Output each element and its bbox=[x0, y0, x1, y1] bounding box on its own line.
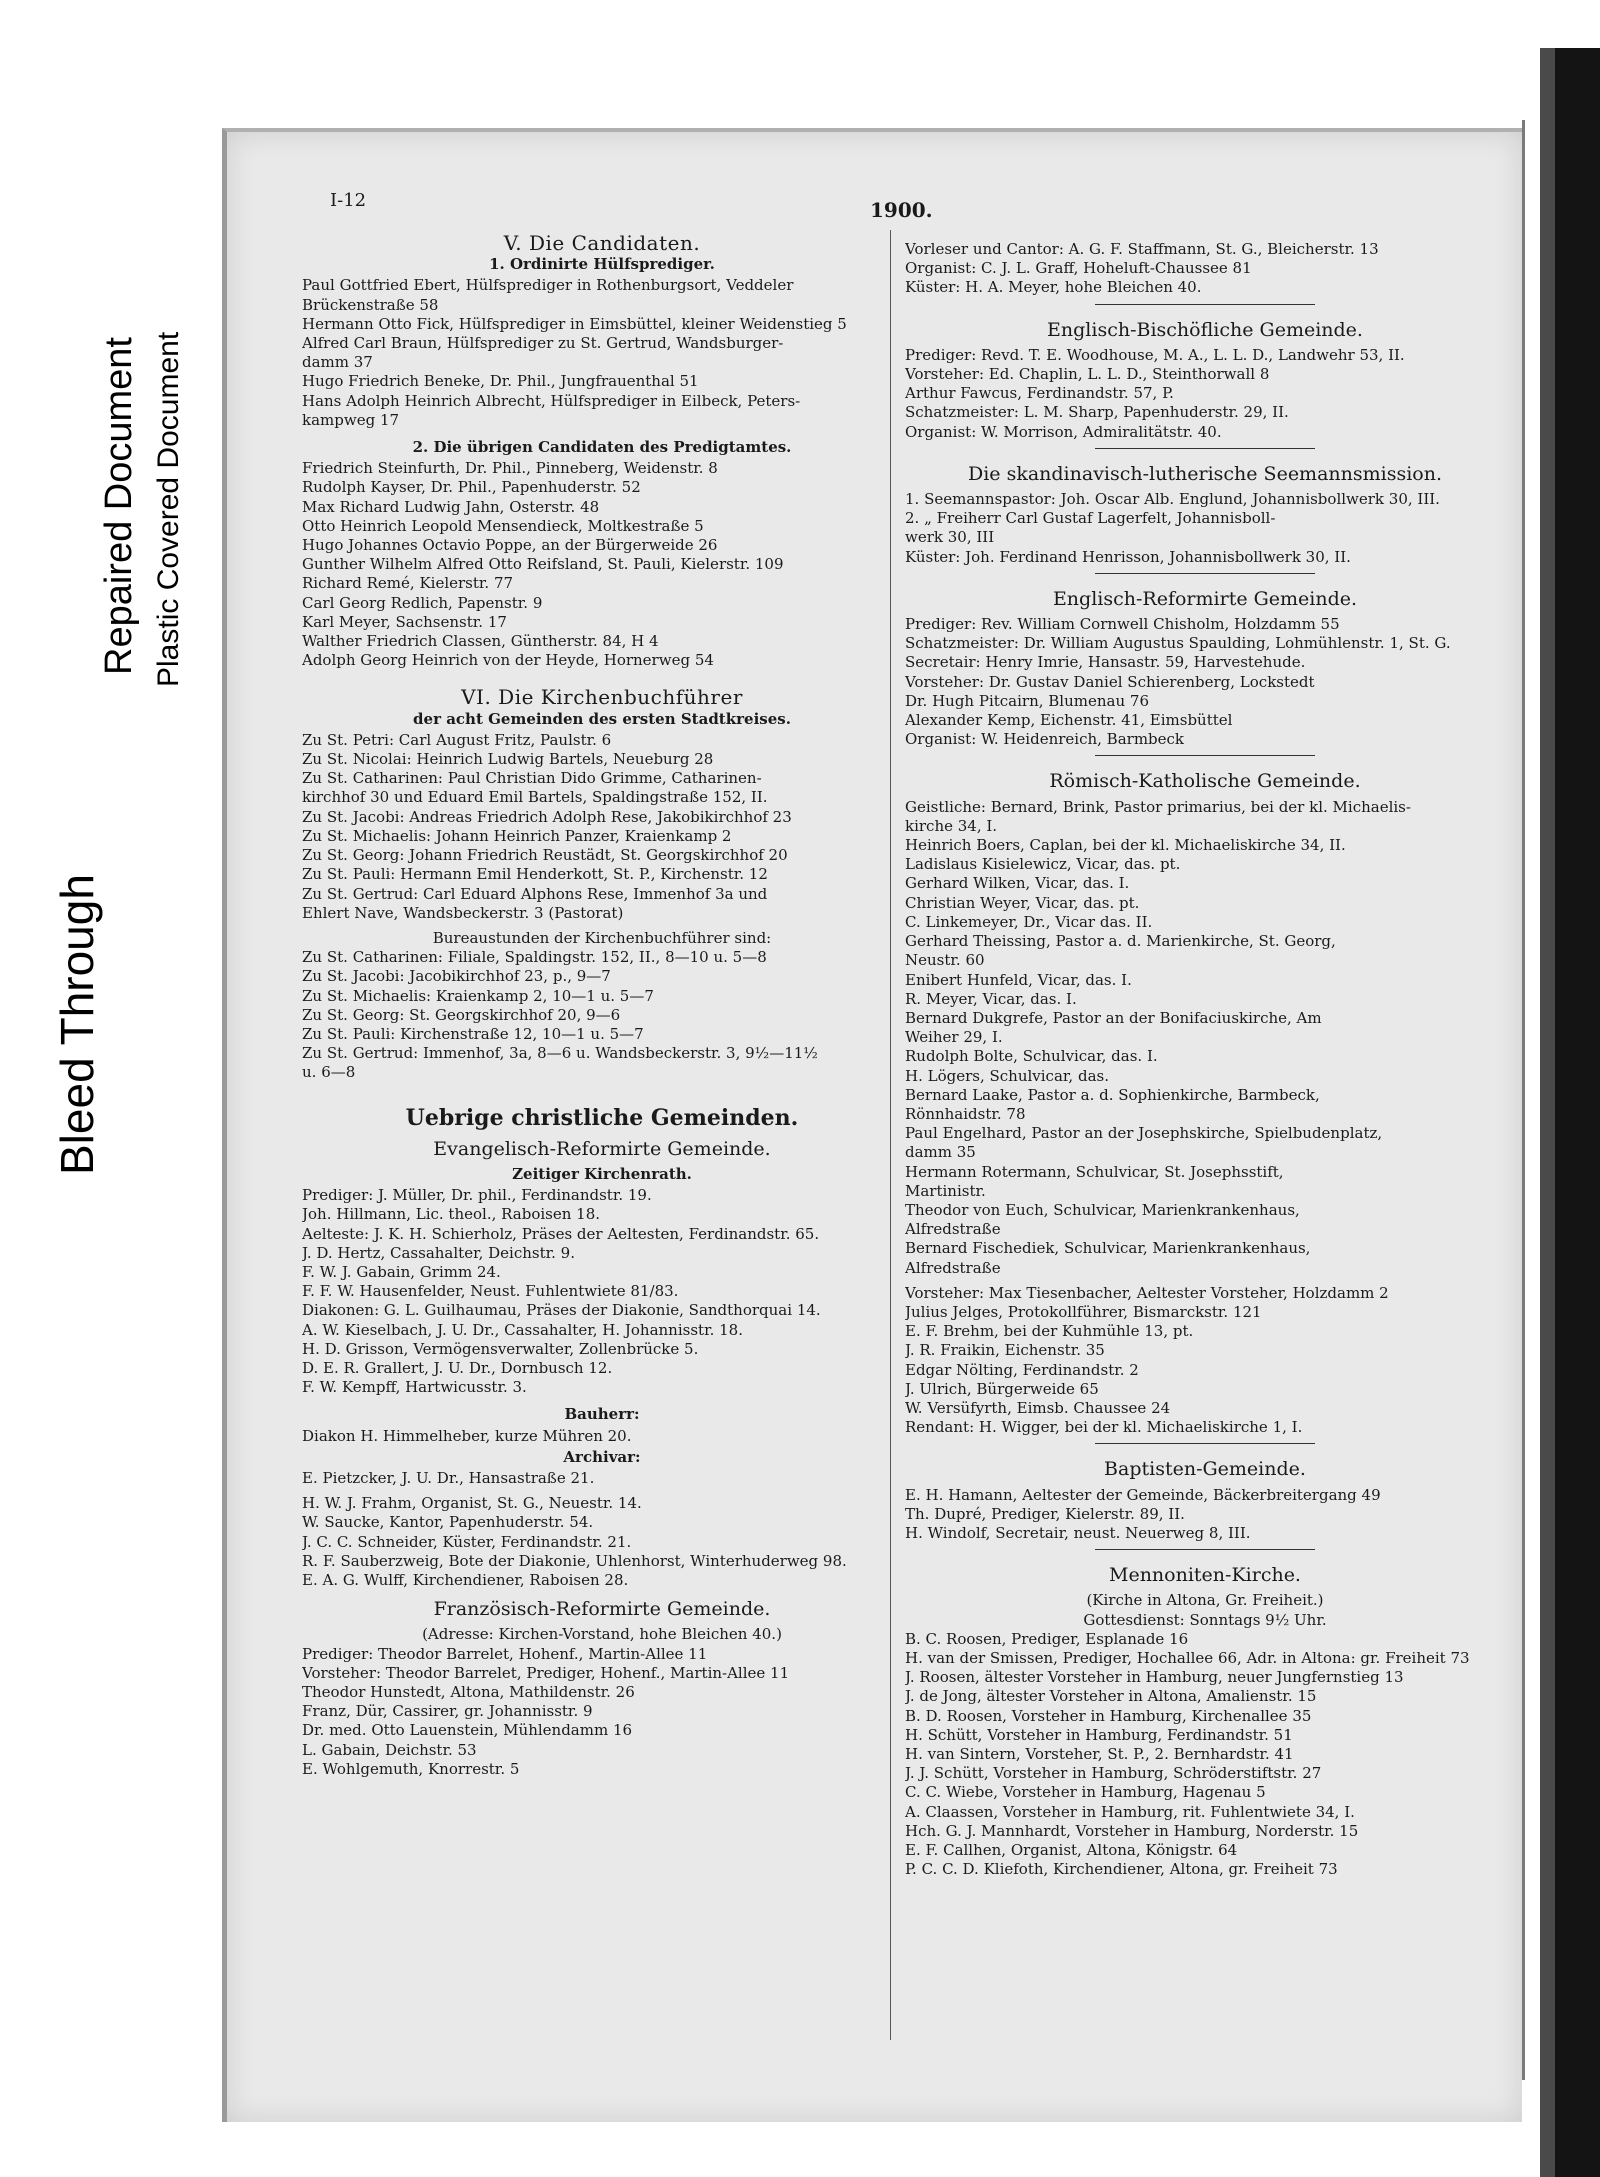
entry-line: Organist: C. J. L. Graff, Hoheluft-Chaussee 81 bbox=[905, 259, 1252, 278]
entry-line: Prediger: Theodor Barrelet, Hohenf., Martin-Allee 11 bbox=[302, 1644, 708, 1663]
entry-line: Zu St. Gertrud: Carl Eduard Alphons Rese, Immenhof 3a und bbox=[302, 884, 768, 903]
entry-line: J. de Jong, ältester Vorsteher in Altona, Amalienstr. 15 bbox=[905, 1687, 1317, 1706]
entry-line: Zu St. Petri: Carl August Fritz, Paulstr. 6 bbox=[302, 730, 612, 749]
subsection-title-ordinirte: 1. Ordinirte Hülfsprediger. bbox=[489, 255, 715, 274]
entry-line: Max Richard Ludwig Jahn, Osterstr. 48 bbox=[302, 497, 600, 516]
entry-line: Otto Heinrich Leopold Mensendieck, Moltkestraße 5 bbox=[302, 516, 704, 535]
entry-line: Zu St. Michaelis: Johann Heinrich Panzer, Kraienkamp 2 bbox=[302, 826, 732, 845]
entry-line: H. van Sintern, Vorsteher, St. P., 2. Bernhardstr. 41 bbox=[905, 1745, 1294, 1764]
entry-line: Zu St. Catharinen: Filiale, Spaldingstr. 152, II., 8—10 u. 5—8 bbox=[302, 948, 767, 967]
entry-line: Paul Engelhard, Pastor an der Josephskirche, Spielbudenplatz, bbox=[905, 1124, 1383, 1143]
entry-line: R. Meyer, Vicar, das. I. bbox=[905, 989, 1077, 1008]
entry-line: Hch. G. J. Mannhardt, Vorsteher in Hamburg, Norderstr. 15 bbox=[905, 1821, 1359, 1840]
entry-line: C. Linkemeyer, Dr., Vicar das. II. bbox=[905, 912, 1153, 931]
entry-line: Rudolph Kayser, Dr. Phil., Papenhuderstr. 52 bbox=[302, 478, 641, 497]
entry-line: Zu St. Pauli: Hermann Emil Henderkott, St. P., Kirchenstr. 12 bbox=[302, 865, 768, 884]
entry-line: H. Schütt, Vorsteher in Hamburg, Ferdinandstr. 51 bbox=[905, 1725, 1293, 1744]
heading-engl-bischoefliche: Englisch-Bischöfliche Gemeinde. bbox=[1047, 318, 1363, 341]
entry-line: B. D. Roosen, Vorsteher in Hamburg, Kirchenallee 35 bbox=[905, 1706, 1312, 1725]
entry-line: P. C. C. D. Kliefoth, Kirchendiener, Altona, gr. Freiheit 73 bbox=[905, 1860, 1338, 1879]
entry-line: damm 37 bbox=[302, 353, 373, 372]
entry-line: Prediger: Revd. T. E. Woodhouse, M. A., L. L. D., Landwehr 53, II. bbox=[905, 345, 1405, 364]
entry-line: Hugo Friedrich Beneke, Dr. Phil., Jungfrauenthal 51 bbox=[302, 372, 699, 391]
entry-line: D. E. R. Grallert, J. U. Dr., Dornbusch 12. bbox=[302, 1358, 613, 1377]
entry-line: Theodor von Euch, Schulvicar, Marienkrankenhaus, bbox=[905, 1200, 1300, 1219]
entry-line: kirche 34, I. bbox=[905, 816, 998, 835]
left-column bbox=[302, 228, 902, 1779]
fr-reformirte-address: (Adresse: Kirchen-Vorstand, hohe Bleichen 40.) bbox=[422, 1625, 782, 1644]
entry-line: Schatzmeister: Dr. William Augustus Spaulding, Lohmühlenstr. 1, St. G. bbox=[905, 634, 1451, 653]
entry-line: Zu St. Jacobi: Andreas Friedrich Adolph Rese, Jakobikirchhof 23 bbox=[302, 807, 792, 826]
section-title-kirchenbuchfuehrer: VI. Die Kirchenbuchführer bbox=[461, 685, 743, 710]
entry-line: Weiher 29, I. bbox=[905, 1028, 1003, 1047]
entry-line: Zu St. Georg: St. Georgskirchhof 20, 9—6 bbox=[302, 1005, 621, 1024]
entry-line: Walther Friedrich Classen, Güntherstr. 84, H 4 bbox=[302, 632, 659, 651]
heading-engl-reformirte: Englisch-Reformirte Gemeinde. bbox=[1052, 587, 1358, 610]
entry-line: J. Ulrich, Bürgerweide 65 bbox=[905, 1379, 1099, 1398]
entry-line: Vorsteher: Ed. Chaplin, L. L. D., Steinthorwall 8 bbox=[905, 365, 1270, 384]
entry-line: Alfredstraße bbox=[905, 1258, 1001, 1277]
entry-line: Zu St. Gertrud: Immenhof, 3a, 8—6 u. Wandsbeckerstr. 3, 9½—11½ bbox=[302, 1044, 818, 1063]
list-top-staff bbox=[905, 240, 1505, 298]
entry-line: E. A. G. Wulff, Kirchendiener, Raboisen 28. bbox=[302, 1571, 629, 1589]
entry-line: Bernard Laake, Pastor a. d. Sophienkirche, Barmbeck, bbox=[905, 1085, 1320, 1104]
heading-uebrige-gemeinden: Uebrige christliche Gemeinden. bbox=[405, 1104, 799, 1131]
entry-line: H. W. J. Frahm, Organist, St. G., Neuestr. 14. bbox=[302, 1494, 642, 1513]
entry-line: Gunther Wilhelm Alfred Otto Reifsland, St. Pauli, Kielerstr. 109 bbox=[302, 555, 784, 574]
entry-line: Dr. Hugh Pitcairn, Blumenau 76 bbox=[905, 691, 1149, 710]
entry-line: Enibert Hunfeld, Vicar, das. I. bbox=[905, 970, 1132, 989]
entry-line: Neustr. 60 bbox=[905, 951, 985, 970]
entry-line: Rönnhaidstr. 78 bbox=[905, 1104, 1026, 1123]
list-ordinirte bbox=[302, 276, 902, 430]
entry-line: F. F. W. Hausenfelder, Neust. Fuhlentwiete 81/83. bbox=[302, 1282, 679, 1301]
entry-line: Vorsteher: Max Tiesenbacher, Aeltester Vorsteher, Holzdamm 2 bbox=[905, 1283, 1389, 1302]
entry-line: Hermann Rotermann, Schulvicar, St. Josephsstift, bbox=[905, 1162, 1284, 1181]
archivar-entry: E. Pietzcker, J. U. Dr., Hansastraße 21. bbox=[302, 1468, 595, 1487]
list-engl-reformirte bbox=[905, 615, 1505, 749]
label-repaired-document: Repaired Document bbox=[98, 337, 140, 675]
entry-line: Bernard Fischediek, Schulvicar, Marienkrankenhaus, bbox=[905, 1239, 1311, 1258]
scan-edge-shadow bbox=[1540, 48, 1556, 2177]
divider bbox=[1095, 1443, 1315, 1444]
entry-line: Theodor Hunstedt, Altona, Mathildenstr. 26 bbox=[302, 1683, 635, 1702]
entry-line: Diakonen: G. L. Guilhaumau, Präses der Diakonie, Sandthorquai 14. bbox=[302, 1301, 821, 1320]
page-number: I-12 bbox=[330, 190, 367, 211]
entry-line: H. Lögers, Schulvicar, das. bbox=[905, 1066, 1109, 1085]
entry-line: R. F. Sauberzweig, Bote der Diakonie, Uhlenhorst, Winterhuderweg 98. bbox=[302, 1551, 847, 1570]
list-bureaustunden bbox=[302, 948, 902, 1082]
entry-line: Franz, Dür, Cassirer, gr. Johannisstr. 9 bbox=[302, 1702, 593, 1721]
entry-line: Vorleser und Cantor: A. G. F. Staffmann, St. G., Bleicherstr. 13 bbox=[905, 240, 1379, 258]
entry-line: Arthur Fawcus, Ferdinandstr. 57, P. bbox=[905, 384, 1174, 403]
entry-line: E. F. Brehm, bei der Kuhmühle 13, pt. bbox=[905, 1322, 1194, 1341]
entry-line: Hermann Otto Fick, Hülfsprediger in Eimsbüttel, kleiner Weidenstieg 5 bbox=[302, 314, 847, 333]
entry-line: Ehlert Nave, Wandsbeckerstr. 3 (Pastorat) bbox=[302, 903, 624, 922]
entry-line: H. D. Grisson, Vermögensverwalter, Zollenbrücke 5. bbox=[302, 1339, 699, 1358]
entry-line: Brückenstraße 58 bbox=[302, 295, 439, 314]
entry-line: Rendant: H. Wigger, bei der kl. Michaeliskirche 1, I. bbox=[905, 1418, 1303, 1437]
section-title-candidates: V. Die Candidaten. bbox=[503, 231, 701, 255]
list-ev-reformirte bbox=[302, 1186, 902, 1397]
entry-line: L. Gabain, Deichstr. 53 bbox=[302, 1740, 477, 1759]
subsection-title-uebrige: 2. Die übrigen Candidaten des Predigtamtes. bbox=[412, 438, 792, 457]
heading-fr-reformirte: Französisch-Reformirte Gemeinde. bbox=[433, 1598, 771, 1621]
list-fr-reformirte bbox=[302, 1645, 902, 1779]
entry-line: Prediger: J. Müller, Dr. phil., Ferdinandstr. 19. bbox=[302, 1186, 652, 1205]
entry-line: Küster: Joh. Ferdinand Henrisson, Johannisbollwerk 30, II. bbox=[905, 547, 1351, 566]
bureau-title: Bureaustunden der Kirchenbuchführer sind: bbox=[432, 928, 772, 947]
page-fold-line bbox=[1522, 120, 1525, 2080]
list-engl-bischoefliche bbox=[905, 346, 1505, 442]
entry-line: Bernard Dukgrefe, Pastor an der Bonifaciuskirche, Am bbox=[905, 1008, 1322, 1027]
entry-line: Secretair: Henry Imrie, Hansastr. 59, Harvestehude. bbox=[905, 653, 1306, 672]
entry-line: Küster: H. A. Meyer, hohe Bleichen 40. bbox=[905, 278, 1202, 297]
entry-line: Adolph Georg Heinrich von der Heyde, Hornerweg 54 bbox=[302, 651, 714, 670]
entry-line: B. C. Roosen, Prediger, Esplanade 16 bbox=[905, 1629, 1189, 1648]
heading-kirchenrath: Zeitiger Kirchenrath. bbox=[512, 1164, 692, 1183]
entry-line: damm 35 bbox=[905, 1143, 976, 1162]
entry-line: 1. Seemannspastor: Joh. Oscar Alb. Englund, Johannisbollwerk 30, III. bbox=[905, 490, 1440, 509]
list-ev-reformirte-staff bbox=[302, 1494, 902, 1590]
entry-line: J. Roosen, ältester Vorsteher in Hamburg, neuer Jungfernstieg 13 bbox=[905, 1668, 1404, 1687]
entry-line: Organist: W. Morrison, Admiralitätstr. 40. bbox=[905, 422, 1222, 441]
entry-line: Dr. med. Otto Lauenstein, Mühlendamm 16 bbox=[302, 1721, 633, 1740]
entry-line: E. F. Callhen, Organist, Altona, Königstr. 64 bbox=[905, 1841, 1238, 1860]
entry-line: Paul Gottfried Ebert, Hülfsprediger in Rothenburgsort, Veddeler bbox=[302, 276, 794, 295]
right-column bbox=[905, 240, 1505, 1879]
entry-line: Schatzmeister: L. M. Sharp, Papenhuderstr. 29, II. bbox=[905, 403, 1289, 422]
entry-line: Vorsteher: Theodor Barrelet, Prediger, Hohenf., Martin-Allee 11 bbox=[302, 1663, 790, 1682]
entry-line: Julius Jelges, Protokollführer, Bismarckstr. 121 bbox=[905, 1302, 1262, 1321]
list-uebrige-candidaten bbox=[302, 459, 902, 670]
entry-line: J. R. Fraikin, Eichenstr. 35 bbox=[905, 1341, 1105, 1360]
entry-line: Zu St. Catharinen: Paul Christian Dido Grimme, Catharinen- bbox=[302, 769, 762, 788]
list-kirchenbuchfuehrer bbox=[302, 731, 902, 923]
entry-line: Joh. Hillmann, Lic. theol., Raboisen 18. bbox=[302, 1205, 601, 1224]
heading-skandinavisch: Die skandinavisch-lutherische Seemannsmission. bbox=[967, 462, 1443, 485]
heading-archivar: Archivar: bbox=[563, 1447, 641, 1466]
heading-roemisch-katholische: Römisch-Katholische Gemeinde. bbox=[1049, 770, 1361, 793]
entry-line: Martinistr. bbox=[905, 1181, 986, 1200]
entry-line: H. Windolf, Secretair, neust. Neuerweg 8, III. bbox=[905, 1523, 1251, 1542]
entry-line: A. W. Kieselbach, J. U. Dr., Cassahalter, H. Johannisstr. 18. bbox=[302, 1320, 743, 1339]
entry-line: kirchhof 30 und Eduard Emil Bartels, Spaldingstraße 152, II. bbox=[302, 788, 768, 807]
list-mennoniten bbox=[905, 1630, 1505, 1880]
entry-line: Zu St. Georg: Johann Friedrich Reustädt, St. Georgskirchhof 20 bbox=[302, 846, 788, 865]
divider bbox=[1095, 1549, 1315, 1550]
entry-line: Karl Meyer, Sachsenstr. 17 bbox=[302, 612, 507, 631]
entry-line: 2. „ Freiherr Carl Gustaf Lagerfelt, Johannisboll- bbox=[905, 509, 1276, 528]
entry-line: Alfredstraße bbox=[905, 1220, 1001, 1239]
divider bbox=[1095, 448, 1315, 449]
entry-line: W. Saucke, Kantor, Papenhuderstr. 54. bbox=[302, 1513, 594, 1532]
entry-line: Aelteste: J. K. H. Schierholz, Präses der Aeltesten, Ferdinandstr. 65. bbox=[302, 1224, 820, 1243]
entry-line: werk 30, III bbox=[905, 528, 995, 547]
entry-line: Hugo Johannes Octavio Poppe, an der Bürgerweide 26 bbox=[302, 536, 718, 555]
entry-line: Hans Adolph Heinrich Albrecht, Hülfsprediger in Eilbeck, Peters- bbox=[302, 391, 801, 410]
heading-baptisten: Baptisten-Gemeinde. bbox=[1104, 1458, 1306, 1481]
subsection-title-gemeinden: der acht Gemeinden des ersten Stadtkreises. bbox=[413, 709, 791, 728]
mennoniten-location: (Kirche in Altona, Gr. Freiheit.) bbox=[1086, 1591, 1324, 1610]
entry-line: Alfred Carl Braun, Hülfsprediger zu St. Gertrud, Wandsburger- bbox=[302, 334, 784, 353]
entry-line: Vorsteher: Dr. Gustav Daniel Schierenberg, Lockstedt bbox=[905, 672, 1315, 691]
entry-line: Edgar Nölting, Ferdinandstr. 2 bbox=[905, 1360, 1139, 1379]
entry-line: kampweg 17 bbox=[302, 410, 400, 429]
entry-line: W. Versüfyrth, Eimsb. Chaussee 24 bbox=[905, 1398, 1171, 1417]
entry-line: Th. Dupré, Prediger, Kielerstr. 89, II. bbox=[905, 1504, 1185, 1523]
page-year: 1900. bbox=[870, 198, 933, 222]
entry-line: Gerhard Theissing, Pastor a. d. Marienkirche, St. Georg, bbox=[905, 932, 1336, 951]
side-labels bbox=[30, 190, 210, 1180]
entry-line: Organist: W. Heidenreich, Barmbeck bbox=[905, 730, 1185, 749]
entry-line: Zu St. Michaelis: Kraienkamp 2, 10—1 u. 5—7 bbox=[302, 986, 654, 1005]
list-rk-vorsteher bbox=[905, 1284, 1505, 1438]
scan-right-edge bbox=[1555, 48, 1600, 2177]
entry-line: F. W. J. Gabain, Grimm 24. bbox=[302, 1262, 501, 1281]
heading-ev-reformirte: Evangelisch-Reformirte Gemeinde. bbox=[433, 1137, 771, 1160]
entry-line: Zu St. Jacobi: Jacobikirchhof 23, p., 9—7 bbox=[302, 967, 611, 986]
entry-line: J. D. Hertz, Cassahalter, Deichstr. 9. bbox=[302, 1243, 575, 1262]
bauherr-entry: Diakon H. Himmelheber, kurze Mühren 20. bbox=[302, 1426, 632, 1445]
label-bleed-through: Bleed Through bbox=[51, 874, 103, 1175]
entry-line: Geistliche: Bernard, Brink, Pastor primarius, bei der kl. Michaelis- bbox=[905, 797, 1411, 816]
entry-line: F. W. Kempff, Hartwicusstr. 3. bbox=[302, 1378, 527, 1397]
entry-line: Alexander Kemp, Eichenstr. 41, Eimsbüttel bbox=[905, 711, 1233, 730]
entry-line: E. Wohlgemuth, Knorrestr. 5 bbox=[302, 1759, 520, 1778]
entry-line: u. 6—8 bbox=[302, 1063, 356, 1082]
heading-bauherr: Bauherr: bbox=[564, 1405, 640, 1424]
entry-line: Rudolph Bolte, Schulvicar, das. I. bbox=[905, 1047, 1158, 1066]
entry-line: C. C. Wiebe, Vorsteher in Hamburg, Hagenau 5 bbox=[905, 1783, 1266, 1802]
entry-line: J. J. Schütt, Vorsteher in Hamburg, Schröderstiftstr. 27 bbox=[905, 1764, 1322, 1783]
entry-line: Prediger: Rev. William Cornwell Chisholm, Holzdamm 55 bbox=[905, 615, 1340, 634]
entry-line: Zu St. Pauli: Kirchenstraße 12, 10—1 u. 5—7 bbox=[302, 1024, 644, 1043]
entry-line: Richard Remé, Kielerstr. 77 bbox=[302, 574, 514, 593]
entry-line: Carl Georg Redlich, Papenstr. 9 bbox=[302, 593, 543, 612]
divider bbox=[1095, 755, 1315, 756]
entry-line: H. van der Smissen, Prediger, Hochallee 66, Adr. in Altona: gr. Freiheit 73 bbox=[905, 1649, 1470, 1667]
entry-line: J. C. C. Schneider, Küster, Ferdinandstr. 21. bbox=[302, 1532, 632, 1551]
mennoniten-service: Gottesdienst: Sonntags 9½ Uhr. bbox=[1083, 1610, 1327, 1629]
entry-line: A. Claassen, Vorsteher in Hamburg, rit. Fuhlentwiete 34, I. bbox=[905, 1802, 1355, 1821]
entry-line: Heinrich Boers, Caplan, bei der kl. Michaeliskirche 34, II. bbox=[905, 836, 1346, 855]
entry-line: Ladislaus Kisielewicz, Vicar, das. pt. bbox=[905, 855, 1181, 874]
entry-line: E. H. Hamann, Aeltester der Gemeinde, Bäckerbreitergang 49 bbox=[905, 1485, 1381, 1504]
list-skandinavisch bbox=[905, 490, 1505, 567]
entry-line: Friedrich Steinfurth, Dr. Phil., Pinneberg, Weidenstr. 8 bbox=[302, 459, 718, 478]
entry-line: Gerhard Wilken, Vicar, das. I. bbox=[905, 874, 1130, 893]
list-baptisten bbox=[905, 1486, 1505, 1544]
divider bbox=[1095, 573, 1315, 574]
divider bbox=[1095, 304, 1315, 305]
heading-mennoniten: Mennoniten-Kirche. bbox=[1109, 1564, 1301, 1587]
list-rk-geistliche bbox=[905, 798, 1505, 1278]
label-plastic-covered: Plastic Covered Document bbox=[152, 331, 185, 687]
entry-line: Christian Weyer, Vicar, das. pt. bbox=[905, 893, 1140, 912]
entry-line: Zu St. Nicolai: Heinrich Ludwig Bartels, Neueburg 28 bbox=[302, 750, 714, 769]
